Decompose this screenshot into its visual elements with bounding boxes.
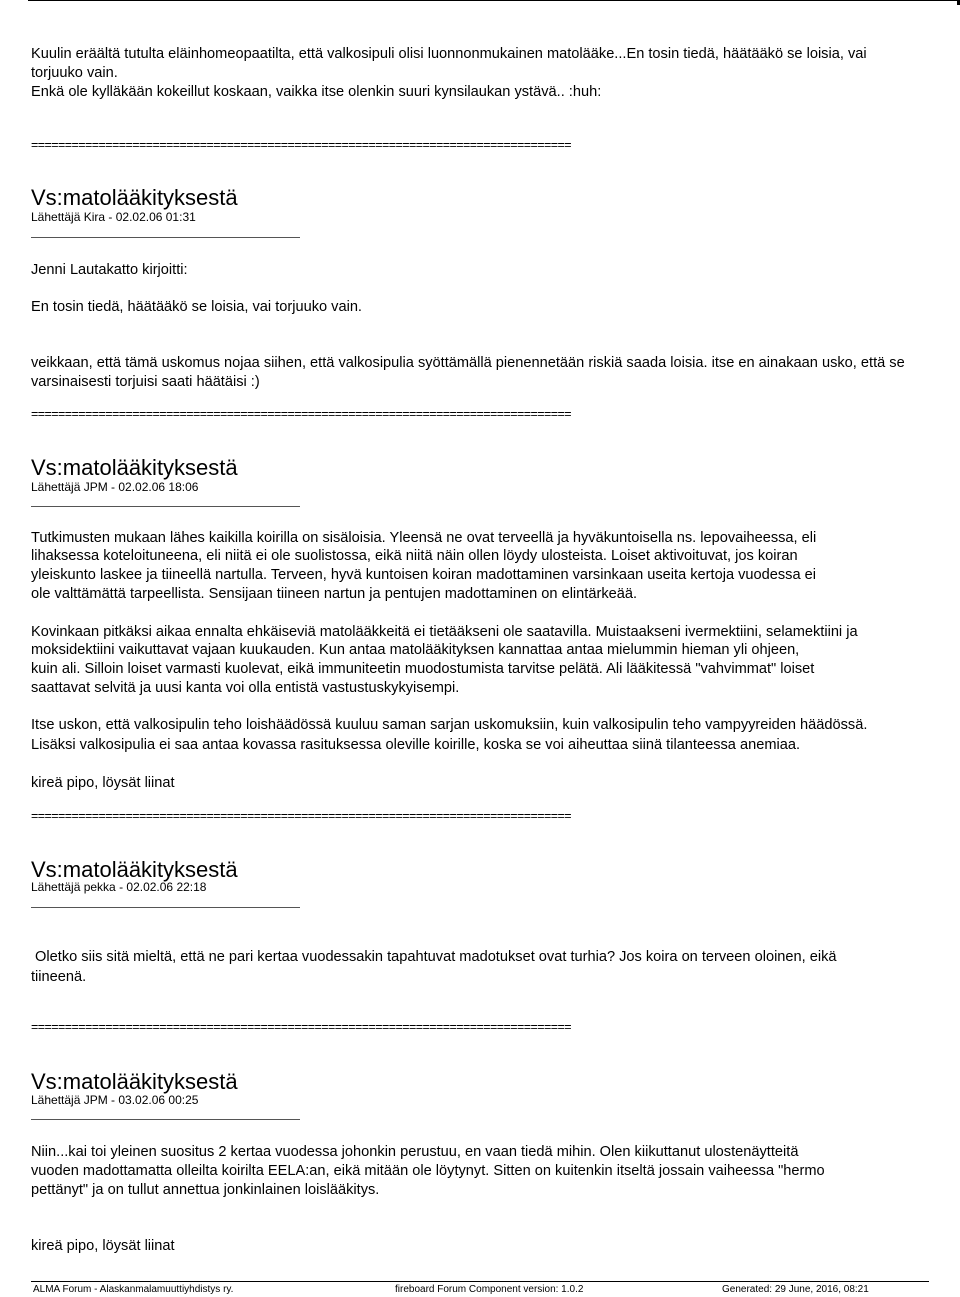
footer-generated-date: Generated: 29 June, 2016, 08:21 [722, 1284, 869, 1295]
post-line: saattavat selvitä ja uusi kanta voi olla entistä vastustuskykyisempi. [31, 680, 460, 696]
post-line: Niin...kai toi yleinen suositus 2 kertaa vuodessa johonkin perustuu, en vaan tiedä mihin. Olen kiikuttanut ulostenäytteitä [31, 1144, 799, 1160]
post-line: varsinaisesti torjuisi saati häätäisi :) [31, 374, 260, 390]
post-meta: Lähettäjä pekka - 02.02.06 22:18 [31, 880, 207, 894]
intro-line: torjuuko vain. [31, 65, 118, 81]
signature: kireä pipo, löysät liinat [31, 1238, 175, 1254]
separator: ================================================================================ [31, 138, 571, 152]
post-divider [31, 237, 300, 238]
post-line: Kovinkaan pitkäksi aikaa ennalta ehkäiseviä matolääkkeitä ei tietääkseni ole saatavilla. Muistaakseni ivermektiini, selamektiini ja [31, 624, 858, 640]
separator: ================================================================================ [31, 809, 571, 823]
post-meta: Lähettäjä JPM - 03.02.06 00:25 [31, 1093, 199, 1107]
post-line: Itse uskon, että valkosipulin teho loishäädössä kuuluu saman sarjan uskomuksiin, kuin valkosipulin teho vampyyreiden häädössä. [31, 717, 868, 733]
post-title: Vs:matolääkityksestä [31, 185, 238, 210]
post-meta: Lähettäjä JPM - 02.02.06 18:06 [31, 480, 199, 494]
top-rule [28, 0, 960, 1]
post-title: Vs:matolääkityksestä [31, 857, 238, 882]
post-line: kuin ali. Silloin loiset varmasti kuolevat, eikä immuniteetin muodostumista tarvitse pelätä. Ali lääkitessä "vahvimmat" loiset [31, 661, 815, 677]
post-line: pettänyt" ja on tullut annettua jonkinlainen loislääkitys. [31, 1182, 380, 1198]
post-line: Tutkimusten mukaan lähes kaikilla koirilla on sisäloisia. Yleensä ne ovat terveellä ja hyväkuntoisella ns. lepovaiheessa, eli [31, 530, 817, 546]
post-title: Vs:matolääkityksestä [31, 1069, 238, 1094]
footer-rule [31, 1281, 929, 1282]
quote-text: En tosin tiedä, häätääkö se loisia, vai torjuuko vain. [31, 299, 362, 315]
post-line: moksidektiini vaikuttavat vajaan kuukauden. Kun antaa matolääkityksen kannattaa antaa mielummin hieman yli ohjeen, [31, 642, 800, 658]
separator: ================================================================================ [31, 407, 571, 421]
post-divider [31, 1119, 300, 1120]
quote-header: Jenni Lautakatto kirjoitti: [31, 262, 188, 278]
footer-component-version: fireboard Forum Component version: 1.0.2 [395, 1284, 584, 1295]
post-line: ole valttämättä tarpeellista. Sensijaan tiineen nartun ja pentujen madottaminen on elintärkeää. [31, 586, 638, 602]
signature: kireä pipo, löysät liinat [31, 775, 175, 791]
post-title: Vs:matolääkityksestä [31, 455, 238, 480]
post-divider [31, 506, 300, 507]
footer-site-name: ALMA Forum - Alaskanmalamuuttiyhdistys ry. [33, 1284, 234, 1295]
intro-line: Enkä ole kylläkään kokeillut koskaan, vaikka itse olenkin suuri kynsilaukan ystävä.. :huh: [31, 84, 602, 100]
post-line: vuoden madottamatta olleilta koirilta EELA:an, eikä mitään ole löytynyt. Sitten on kuitenkin itseltä jossain vaiheessa "hermo [31, 1163, 825, 1179]
post-line: Oletko siis sitä mieltä, että ne pari kertaa vuodessakin tapahtuvat madotukset ovat turhia? Jos koira on terveen oloinen, eikä [31, 949, 837, 965]
separator: ================================================================================ [31, 1020, 571, 1034]
post-line: tiineenä. [31, 969, 87, 985]
post-meta: Lähettäjä Kira - 02.02.06 01:31 [31, 210, 196, 224]
post-divider [31, 907, 300, 908]
post-line: veikkaan, että tämä uskomus nojaa siihen, että valkosipulia syöttämällä pienennetään riskiä saada loisia. itse en ainakaan usko, että se [31, 355, 905, 371]
post-line: Lisäksi valkosipulia ei saa antaa kovassa rasituksessa oleville koirille, koska se voi aiheuttaa siinä tilanteessa anemiaa. [31, 737, 801, 753]
post-line: lihaksessa koteloituneena, eli niitä ei ole suolistossa, eikä niitä näin ollen löydy ulosteista. Loiset aktivoituvat, jos koiran [31, 548, 798, 564]
intro-line: Kuulin eräältä tutulta eläinhomeopaatilta, että valkosipuli olisi luonnonmukainen matolääke...En tosin tiedä, häätääkö se loisia, vai [31, 46, 867, 62]
post-line: yleiskunto laskee ja tiineellä nartulla. Terveen, hyvä kuntoisen koiran madottaminen varsinkaan useita kertoja vuodessa ei [31, 567, 816, 583]
